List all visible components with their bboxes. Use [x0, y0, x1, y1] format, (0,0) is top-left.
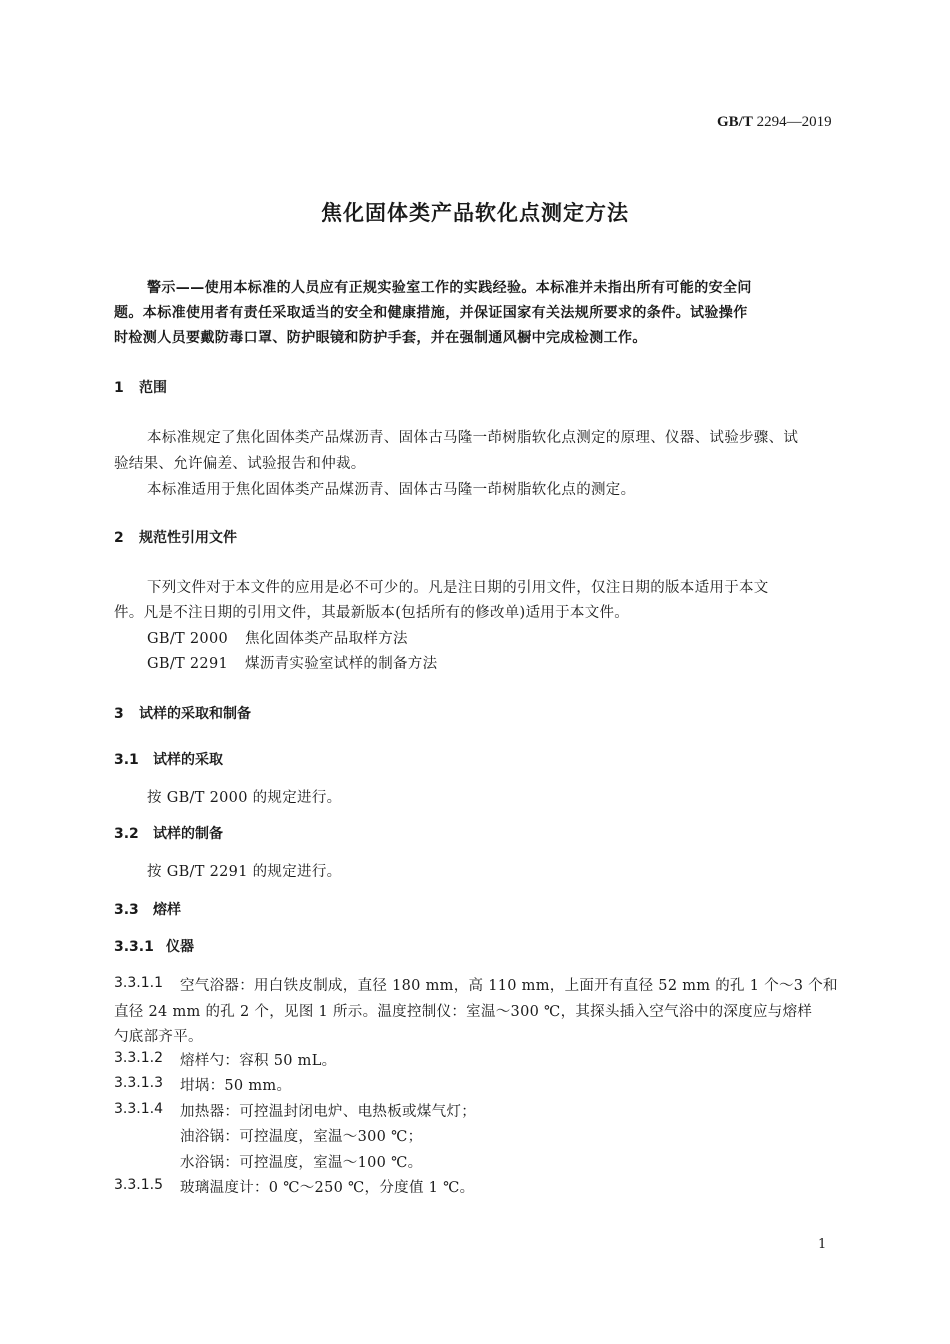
- section-3-title: 试样的采取和制备: [139, 706, 251, 722]
- section-1-title: 范围: [139, 380, 167, 396]
- standard-code: [717, 114, 832, 131]
- section-3-1-title: 试样的采取: [153, 752, 223, 768]
- section-3-1-text: 按 GB/T 2000 的规定进行。: [147, 790, 342, 806]
- section-3-3-title: 熔样: [153, 902, 181, 918]
- clause-3-3-1-4-line-2: 油浴锅：可控温度，室温～300 ℃；: [180, 1129, 423, 1145]
- section-1-line-3: 本标准适用于焦化固体类产品煤沥青、固体古马隆一茚树脂软化点的测定。: [147, 482, 636, 498]
- section-1-heading: [114, 377, 167, 397]
- clause-3-3-1-3-number: 3.3.1.3: [114, 1075, 163, 1091]
- section-2-heading: [114, 527, 237, 547]
- clause-3-3-1-3-text: 坩埚：50 mm。: [180, 1078, 292, 1094]
- clause-3-3-1-2-text: 熔样勺：容积 50 mL。: [180, 1053, 337, 1069]
- section-3-3-1-title: 仪器: [166, 939, 194, 955]
- section-3-2-title: 试样的制备: [153, 826, 223, 842]
- clause-3-3-1-1-number: 3.3.1.1: [114, 975, 163, 991]
- reference-code: GB/T 2000: [147, 631, 229, 647]
- standard-prefix: GB/T: [717, 114, 753, 130]
- reference-item: [147, 627, 408, 648]
- reference-item: [147, 652, 437, 673]
- reference-name: 煤沥青实验室试样的制备方法: [245, 656, 438, 672]
- section-3-1-heading: [114, 749, 223, 769]
- section-1-line-1: 本标准规定了焦化固体类产品煤沥青、固体古马隆一茚树脂软化点测定的原理、仪器、试验步骤、试: [147, 430, 799, 446]
- section-3-3-number: 3.3: [114, 902, 139, 918]
- section-2-title: 规范性引用文件: [139, 530, 237, 546]
- clause-3-3-1-2-number: 3.3.1.2: [114, 1050, 163, 1066]
- warning-line-2: 题。本标准使用者有责任采取适当的安全和健康措施，并保证国家有关法规所要求的条件。试验操作: [114, 305, 748, 321]
- warning-line-3: 时检测人员要戴防毒口罩、防护眼镜和防护手套，并在强制通风橱中完成检测工作。: [114, 330, 647, 346]
- clause-3-3-1-1-line-2: 直径 24 mm 的孔 2 个，见图 1 所示。温度控制仪：室温～300 ℃，其探头插入空气浴中的深度应与熔样: [114, 1004, 813, 1020]
- clause-3-3-1-4-line-1: 加热器：可控温封闭电炉、电热板或煤气灯；: [180, 1104, 476, 1120]
- clause-3-3-1-5-text: 玻璃温度计：0 ℃～250 ℃，分度值 1 ℃。: [180, 1180, 475, 1196]
- standard-number: 2294—2019: [756, 114, 832, 130]
- section-3-2-number: 3.2: [114, 826, 139, 842]
- clause-3-3-1-4-number: 3.3.1.4: [114, 1101, 163, 1117]
- reference-name: 焦化固体类产品取样方法: [245, 631, 408, 647]
- section-3-3-1-heading: [114, 936, 194, 956]
- section-3-3-1-number: 3.3.1: [114, 939, 154, 955]
- reference-code: GB/T 2291: [147, 656, 229, 672]
- warning-line-1: 警示——使用本标准的人员应有正规实验室工作的实践经验。本标准并未指出所有可能的安全问: [147, 280, 752, 296]
- section-3-heading: [114, 703, 251, 723]
- section-3-1-number: 3.1: [114, 752, 139, 768]
- section-2-number: 2: [114, 530, 124, 546]
- section-3-number: 3: [114, 706, 124, 722]
- clause-3-3-1-5-number: 3.3.1.5: [114, 1177, 163, 1193]
- section-3-3-heading: [114, 899, 181, 919]
- clause-3-3-1-1-line-3: 勺底部齐平。: [114, 1029, 203, 1045]
- section-2-line-1: 下列文件对于本文件的应用是必不可少的。凡是注日期的引用文件，仅注日期的版本适用于本文: [147, 580, 769, 596]
- page-number: 1: [818, 1237, 827, 1252]
- section-2-line-2: 件。凡是不注日期的引用文件，其最新版本(包括所有的修改单)适用于本文件。: [114, 605, 630, 621]
- section-1-line-2: 验结果、允许偏差、试验报告和仲裁。: [114, 456, 366, 472]
- section-3-2-heading: [114, 823, 223, 843]
- section-1-number: 1: [114, 380, 124, 396]
- document-title: 焦化固体类产品软化点测定方法: [321, 201, 629, 225]
- clause-3-3-1-1-line-1: 空气浴器：用白铁皮制成，直径 180 mm，高 110 mm，上面开有直径 52 mm 的孔 1 个～3 个和: [180, 978, 838, 994]
- section-3-2-text: 按 GB/T 2291 的规定进行。: [147, 864, 342, 880]
- clause-3-3-1-4-line-3: 水浴锅：可控温度，室温～100 ℃。: [180, 1155, 423, 1171]
